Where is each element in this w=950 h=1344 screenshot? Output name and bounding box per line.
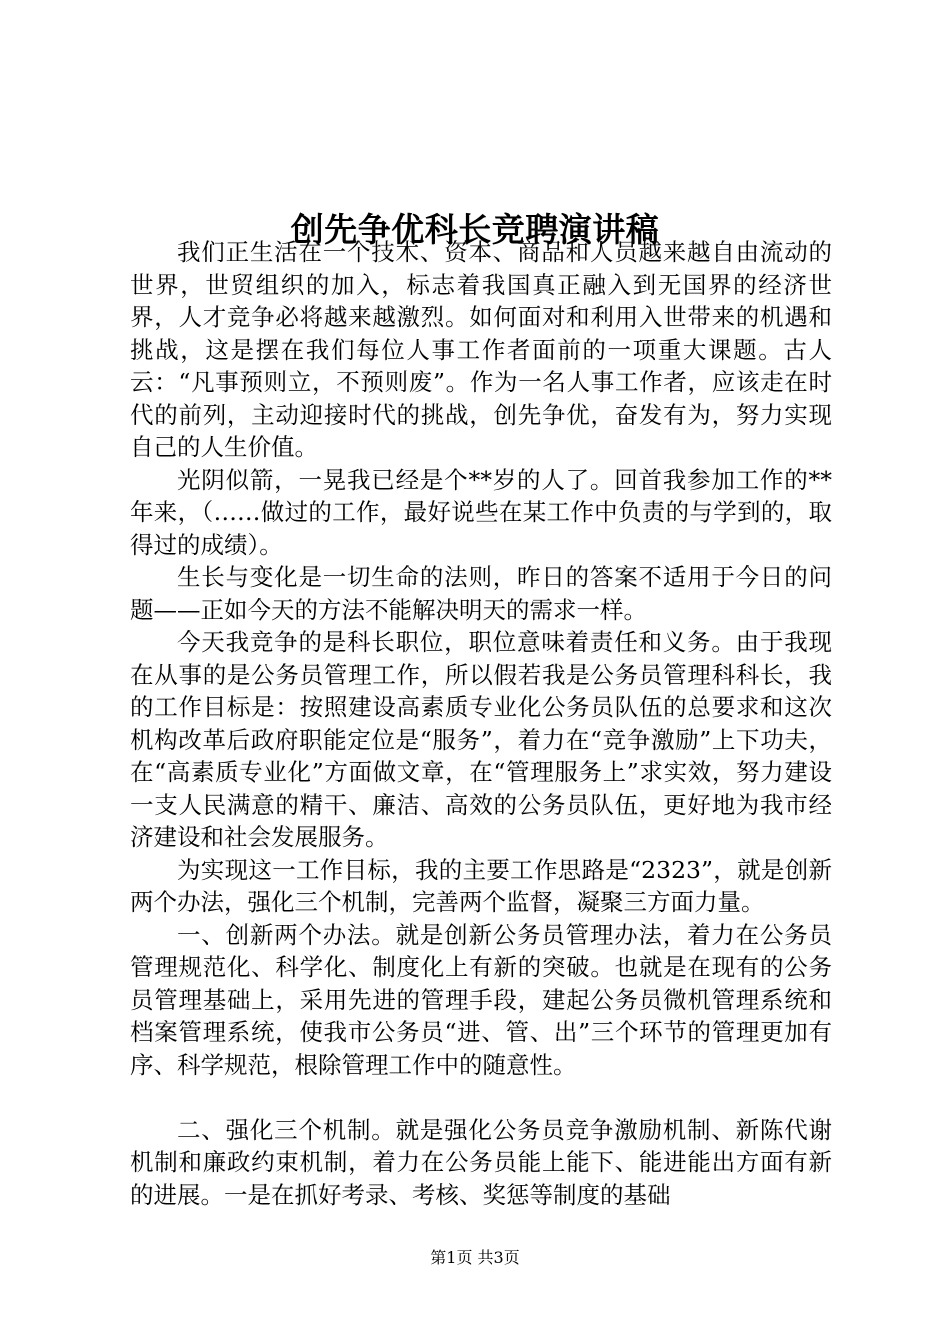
document-title: 创先争优科长竞聘演讲稿 [290,210,660,250]
paragraph: 今天我竞争的是科长职位，职位意味着责任和义务。由于我现在从事的是公务员管理工作，所以假若我是公务员管理科科长，我的工作目标是：按照建设高素质专业化公务员队伍的总要求和这次机构改革后政府职能定位是“服务”，着力在“竞争激励”上下功夫，在“高素质专业化”方面做文章，在“管理服务上”求实效，努力建设一支人民满意的精干、廉洁、高效的公务员队伍，更好地为我市经济建设和社会发展服务。 [130,628,832,851]
paragraph: 一、创新两个办法。就是创新公务员管理办法，着力在公务员管理规范化、科学化、制度化上有新的突破。也就是在现有的公务员管理基础上，采用先进的管理手段，建起公务员微机管理系统和档案管理系统，使我市公务员“进、管、出”三个环节的管理更加有序、科学规范，根除管理工作中的随意性。 [130,920,832,1079]
paragraph: 二、强化三个机制。就是强化公务员竞争激励机制、新陈代谢机制和廉政约束机制，着力在公务员能上能下、能进能出方面有新的进展。一是在抓好考录、考核、奖惩等制度的基础 [130,1115,832,1209]
paragraph: 为实现这一工作目标，我的主要工作思路是“2323”，就是创新两个办法，强化三个机制，完善两个监督，凝聚三方面力量。 [130,855,832,916]
document-body [130,236,832,1211]
page-footer: 第1页 共3页 [430,1248,520,1267]
paragraph: 光阴似箭，一晃我已经是个**岁的人了。回首我参加工作的**年来，（……做过的工作，最好说些在某工作中负责的与学到的，取得过的成绩）。 [130,465,832,559]
paragraph: 我们正生活在一个技术、资本、商品和人员越来越自由流动的世界，世贸组织的加入，标志着我国真正融入到无国界的经济世界，人才竞争必将越来越激烈。如何面对和利用入世带来的机遇和挑战，这是摆在我们每位人事工作者面前的一项重大课题。古人云：“凡事预则立，不预则废”。作为一名人事工作者，应该走在时代的前列，主动迎接时代的挑战，创先争优，奋发有为，努力实现自己的人生价值。 [130,238,832,461]
paragraph: 生长与变化是一切生命的法则，昨日的答案不适用于今日的问题——正如今天的方法不能解决明天的需求一样。 [130,563,832,624]
